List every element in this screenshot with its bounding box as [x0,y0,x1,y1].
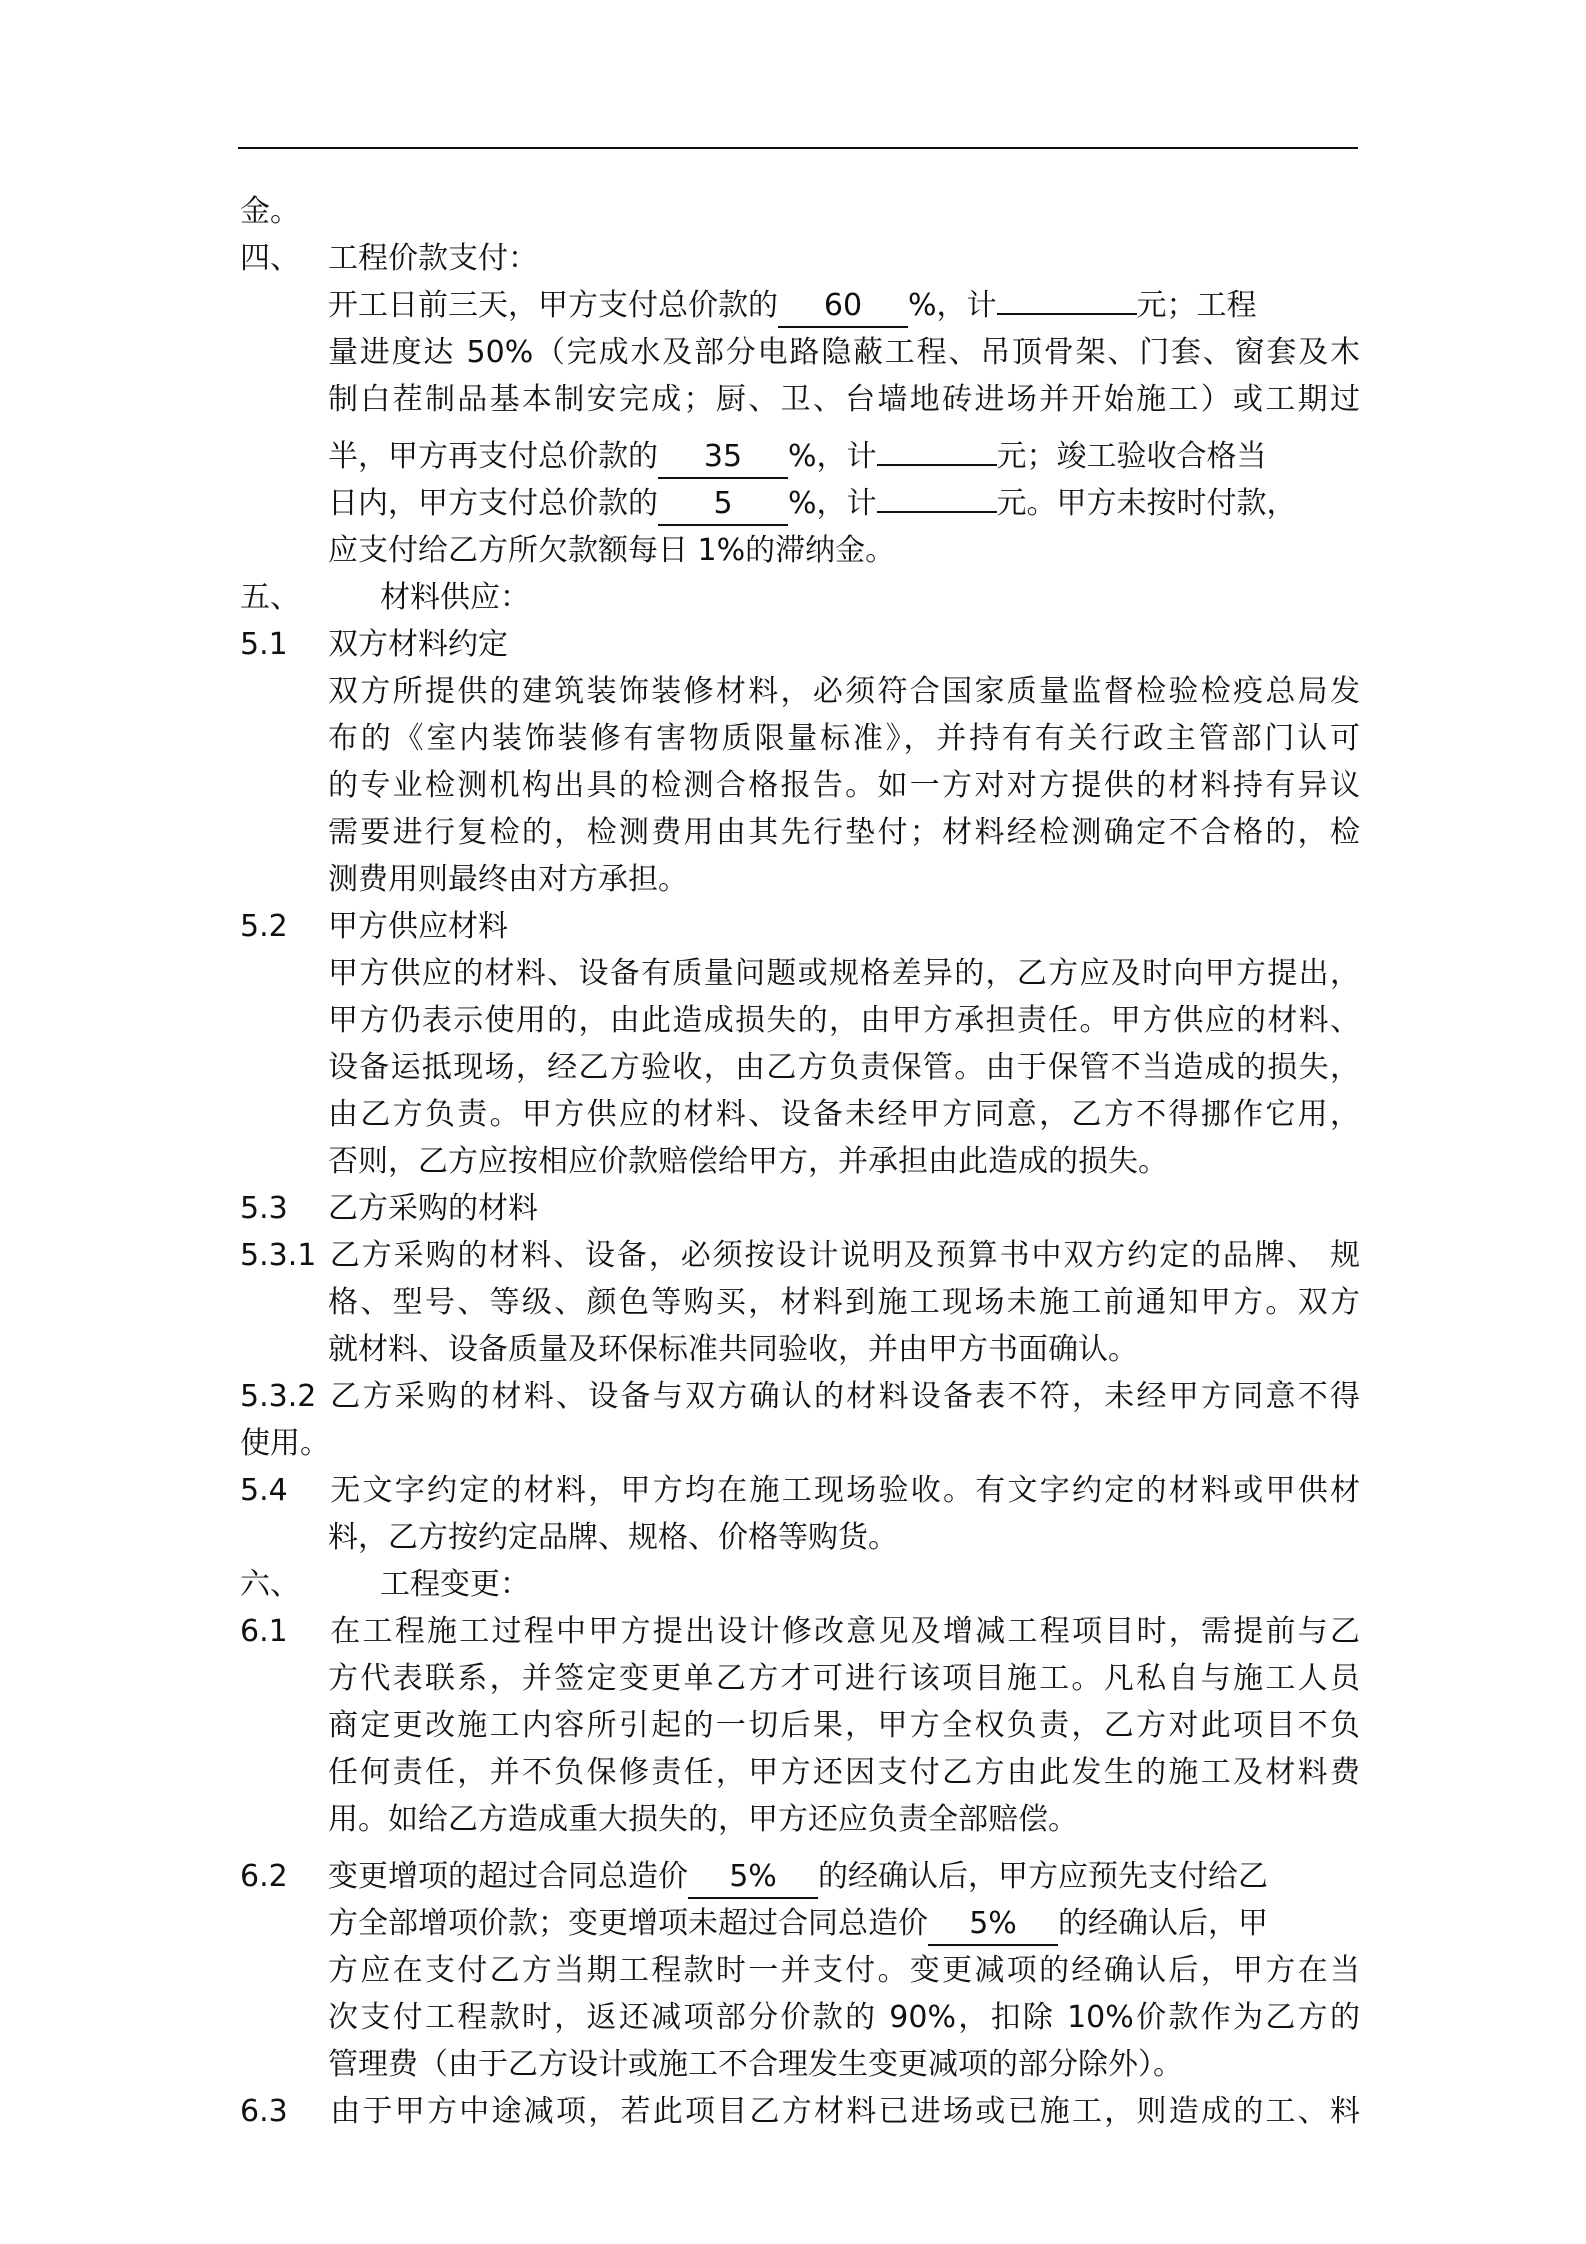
text-fragment: 管理费（由于乙方设计或施工不合理发生变更减项的部分除外）。 [328,2047,1183,2082]
section-number: 六、 [240,1567,300,1602]
text-fragment: 元。甲方未按时付款， [996,486,1297,521]
text-line [240,2088,1360,2135]
text-fragment: 元；工程 [1136,288,1257,323]
text-fragment: 布的《室内装饰装修有害物质限量标准》，并持有有关行政主管部门认可 [328,721,1360,756]
header-rule [238,147,1358,149]
text-line [240,282,1360,329]
subsection-heading-5-3 [240,1185,1360,1232]
text-line [240,715,1360,762]
text-fragment: 乙方采购的材料、设备与双方确认的材料设备表不符，未经甲方同意不得 [328,1379,1360,1414]
section-number: 四、 [240,241,300,276]
text-fragment: 甲方供应的材料、设备有质量问题或规格差异的，乙方应及时向甲方提出， [328,956,1360,991]
text-fragment: 就材料、设备质量及环保标准共同验收，并由甲方书面确认。 [328,1332,1138,1367]
section-number: 6.1 [240,1614,288,1649]
text-fragment: 应支付给乙方所欠款额每日 1%的滞纳金。 [328,533,896,568]
text-fragment: 次支付工程款时，返还减项部分价款的 90%，扣除 10%价款作为乙方的 [328,2000,1360,2035]
subsection-heading-5-2 [240,903,1360,950]
text-line [240,1947,1360,1994]
text-fragment: 无文字约定的材料，甲方均在施工现场验收。有文字约定的材料或甲供材 [328,1473,1360,1508]
text-line [240,950,1360,997]
text-fragment: 在工程施工过程中甲方提出设计修改意见及增减工程项目时，需提前与乙 [328,1614,1360,1649]
text-line [240,1044,1360,1091]
text-line [240,1853,1360,1900]
text-fragment: 需要进行复检的，检测费用由其先行垫付；材料经检测确定不合格的，检 [328,815,1360,850]
text-line [240,1514,1360,1561]
fill-blank-amount [877,511,997,513]
section-heading-5 [240,574,1360,621]
section-number: 5.2 [240,909,288,944]
text-fragment: 设备运抵现场，经乙方验收，由乙方负责保管。由于保管不当造成的损失， [328,1050,1360,1085]
fill-blank-amount [997,313,1137,315]
text-line [240,1900,1360,1947]
text-fragment: 否则，乙方应按相应价款赔偿给甲方，并承担由此造成的损失。 [328,1144,1168,1179]
text-line [240,1420,1360,1467]
fill-blank-percent: 35 [658,437,788,479]
text-fragment: 的专业检测机构出具的检测合格报告。如一方对对方提供的材料持有异议 [328,768,1360,803]
text-line [240,1608,1360,1655]
text-fragment: 双方所提供的建筑装饰装修材料，必须符合国家质量监督检验检疫总局发 [328,674,1360,709]
text-line [240,997,1360,1044]
text-fragment: 元；竣工验收合格当 [996,439,1267,474]
text-line [240,329,1360,376]
text-line [240,1749,1360,1796]
text-line [240,809,1360,856]
text-fragment: 方代表联系，并签定变更单乙方才可进行该项目施工。凡私自与施工人员 [328,1661,1360,1696]
text-fragment: %，计 [788,486,877,521]
text-line [240,1655,1360,1702]
document-body [240,188,1360,2135]
section-title: 工程价款支付： [328,241,538,276]
text-line [240,188,1360,235]
text-fragment: 的经确认后，甲 [1058,1906,1268,1941]
text-line [240,1138,1360,1185]
text-line [240,762,1360,809]
text-line [240,856,1360,903]
text-fragment: 由于甲方中途减项，若此项目乙方材料已进场或已施工，则造成的工、料 [328,2094,1360,2129]
text-fragment: 量进度达 50%（完成水及部分电路隐蔽工程、吊顶骨架、门套、窗套及木 [328,335,1360,370]
text-line [240,376,1360,423]
text-fragment: 制白茬制品基本制安完成；厨、卫、台墙地砖进场并开始施工）或工期过 [328,382,1360,417]
section-number: 5.1 [240,627,288,662]
section-number: 5.3.1 [240,1238,317,1273]
section-number: 5.3.2 [240,1379,317,1414]
text-fragment: 开工日前三天，甲方支付总价款的 [328,288,778,323]
section-heading-6 [240,1561,1360,1608]
text-line [240,668,1360,715]
text-fragment: %，计 [788,439,877,474]
section-heading-4 [240,235,1360,282]
text-line [240,480,1360,527]
text-fragment: 测费用则最终由对方承担。 [328,862,688,897]
text-fragment: 由乙方负责。甲方供应的材料、设备未经甲方同意，乙方不得挪作它用， [328,1097,1360,1132]
fill-blank-amount [877,464,997,466]
section-number: 五、 [240,580,300,615]
text-line [240,1279,1360,1326]
subsection-heading-5-1 [240,621,1360,668]
text-fragment: %，计 [908,288,997,323]
text-line [240,527,1360,574]
section-title: 乙方采购的材料 [328,1191,538,1226]
section-title: 双方材料约定 [328,627,508,662]
section-title: 材料供应： [380,580,530,615]
text-fragment: 商定更改施工内容所引起的一切后果，甲方全权负责，乙方对此项目不负 [328,1708,1360,1743]
text-fragment: 格、型号、等级、颜色等购买，材料到施工现场未施工前通知甲方。双方 [328,1285,1360,1320]
text-line [240,1702,1360,1749]
text-fragment: 变更增项的超过合同总造价 [328,1859,688,1894]
text-fragment: 金。 [240,194,300,229]
text-line [240,1796,1360,1843]
fill-blank-percent: 60 [778,286,908,328]
text-fragment: 半，甲方再支付总价款的 [328,439,658,474]
section-title: 甲方供应材料 [328,909,508,944]
section-number: 5.4 [240,1473,288,1508]
text-fragment: 使用。 [240,1426,330,1461]
text-fragment: 乙方采购的材料、设备，必须按设计说明及预算书中双方约定的品牌、 规 [328,1238,1360,1273]
fill-blank-percent: 5 [658,484,788,526]
text-fragment: 方应在支付乙方当期工程款时一并支付。变更减项的经确认后，甲方在当 [328,1953,1360,1988]
text-line [240,1373,1360,1420]
text-fragment: 用。如给乙方造成重大损失的，甲方还应负责全部赔偿。 [328,1802,1078,1837]
section-number: 5.3 [240,1191,288,1226]
text-line [240,1326,1360,1373]
text-fragment: 的经确认后，甲方应预先支付给乙 [818,1859,1268,1894]
text-fragment: 日内，甲方支付总价款的 [328,486,658,521]
section-title: 工程变更： [380,1567,530,1602]
text-line [240,1994,1360,2041]
text-line [240,433,1360,480]
text-line [240,1467,1360,1514]
section-number: 6.3 [240,2094,288,2129]
section-number: 6.2 [240,1859,288,1894]
text-fragment: 方全部增项价款；变更增项未超过合同总造价 [328,1906,928,1941]
fill-blank-percent: 5% [688,1857,818,1899]
text-fragment: 任何责任，并不负保修责任，甲方还因支付乙方由此发生的施工及材料费 [328,1755,1360,1790]
text-line [240,1091,1360,1138]
text-fragment: 甲方仍表示使用的，由此造成损失的，由甲方承担责任。甲方供应的材料、 [328,1003,1360,1038]
text-line [240,1232,1360,1279]
text-line [240,2041,1360,2088]
text-fragment: 料，乙方按约定品牌、规格、价格等购货。 [328,1520,898,1555]
fill-blank-percent: 5% [928,1904,1058,1946]
